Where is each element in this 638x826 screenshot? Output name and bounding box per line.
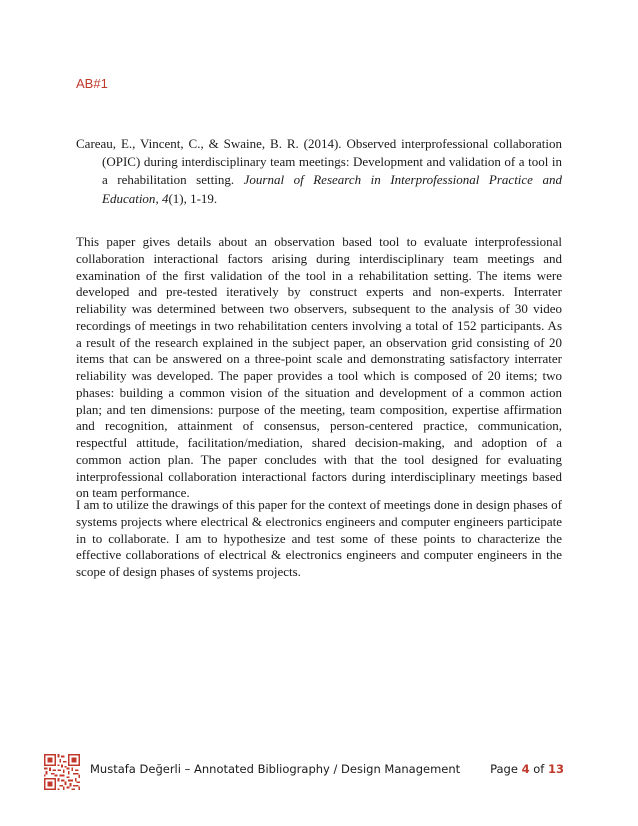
footer-title: Mustafa Değerli – Annotated Bibliography / Design Management: [90, 762, 461, 776]
summary-paragraph: This paper gives details about an observation based tool to evaluate interprofessional collaboration interactional factors arising during interdisciplinary team meetings and examination of the first validation of the tool in a rehabilitation setting. The items were developed and pre-tested iteratively by construct experts and non-experts. Interrater reliability was determined between two observers, subsequent to the analysis of 30 video recordings of meetings in two rehabilitation centers involving a total of 152 participants. As a result of the research explained in the subject paper, an observation grid consisting of 20 items that can be answered on a three-point scale and demonstrating satisfactory interrater reliability was developed. The paper provides a tool which is composed of 20 items; two phases: building a common vision of the situation and development of a common action plan; and ten dimensions: purpose of the meeting, team composition, expertise affirmation and recognition, attainment of consensus, person-centered practice, communication, respectful attitude, facilitation/mediation, shared decision-making, and adoption of a common action plan. The paper concludes with that the tool designed for evaluating interprofessional collaboration interactional factors during interdisciplinary meetings based on team performance.: [76, 234, 562, 501]
citation-issue-pages: (1), 1-19.: [168, 190, 218, 206]
section-heading: AB#1: [76, 76, 108, 91]
page-of: of: [533, 762, 545, 776]
page-label: Page: [490, 762, 518, 776]
page-total: 13: [547, 762, 564, 776]
page-current: 4: [521, 762, 530, 776]
page-number: [490, 762, 564, 776]
citation-volume: 4: [161, 190, 169, 206]
citation: [76, 135, 562, 208]
usage-paragraph: I am to utilize the drawings of this paper for the context of meetings done in design phases of systems projects where electrical & electronics engineers and computer engineers participate in to collaborate. I am to hypothesize and test some of these points to characterize the effective collaborations of electrical & electronics engineers and computer engineers in the scope of design phases of systems projects.: [76, 497, 562, 579]
citation-authors-title: Careau, E., Vincent, C., & Swaine, B. R. (2014). Observed interprofessional collaboration (OPIC) during interdisciplinary team meetings: Development and validation of a tool in a rehabilitation setting.: [76, 136, 562, 188]
qr-code-icon: [44, 754, 80, 790]
citation-separator: ,: [155, 190, 162, 206]
citation-journal: Journal of Research in Interprofessional Practice and Education: [102, 172, 562, 206]
page-footer: [44, 754, 564, 780]
